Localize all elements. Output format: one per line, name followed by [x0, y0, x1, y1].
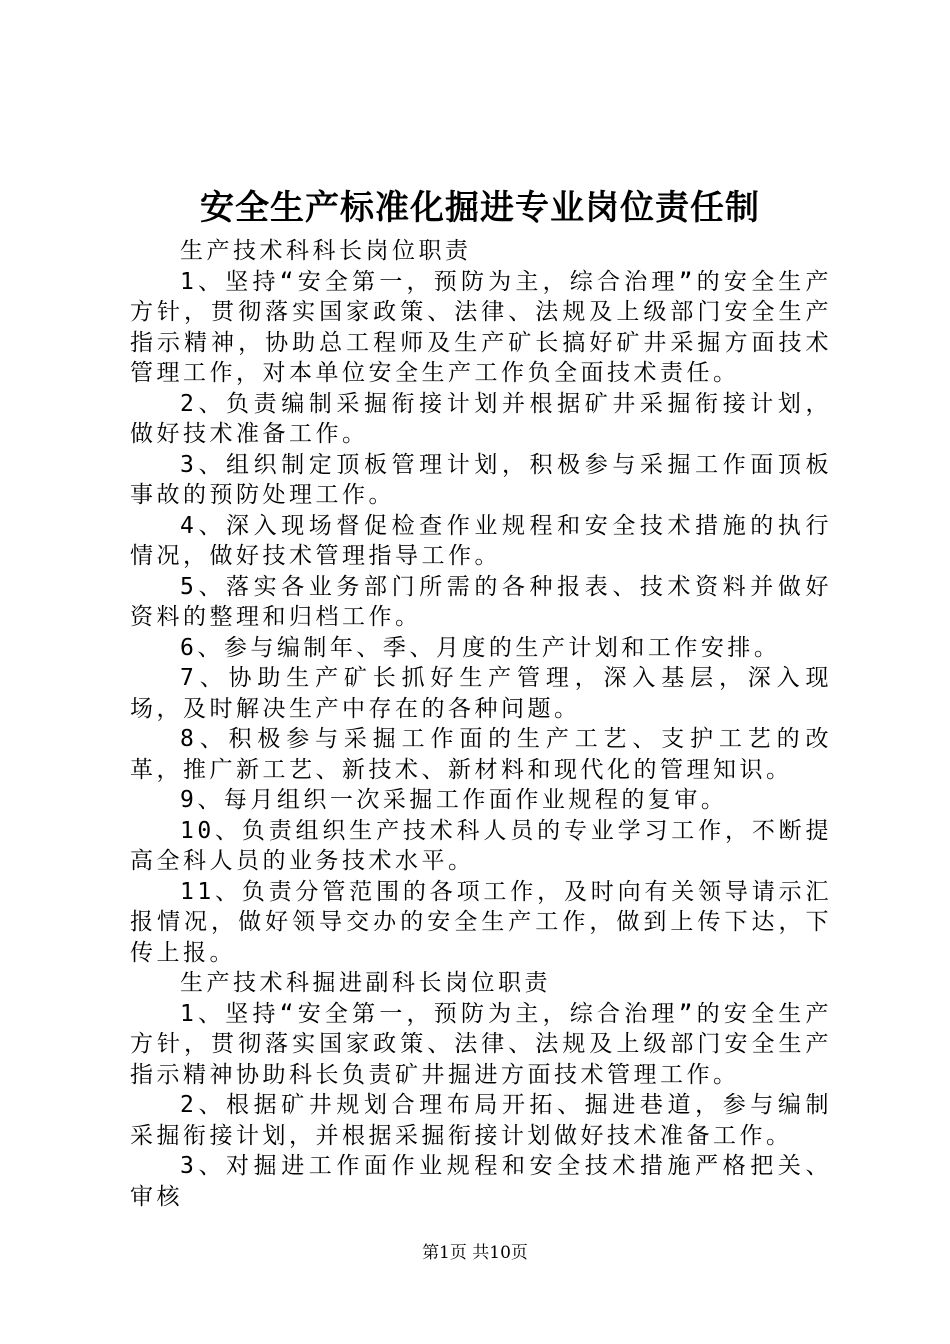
paragraph: 2、根据矿井规划合理布局开拓、掘进巷道，参与编制采掘衔接计划，并根据采掘衔接计划做好技术准备工作。 — [130, 1092, 832, 1149]
paragraph: 4、深入现场督促检查作业规程和安全技术措施的执行情况，做好技术管理指导工作。 — [130, 512, 832, 569]
section-heading: 生产技术科掘进副科长岗位职责 — [180, 970, 551, 996]
paragraph: 1、坚持“安全第一，预防为主，综合治理”的安全生产方针，贯彻落实国家政策、法律、法规及上级部门安全生产指示精神协助科长负责矿井掘进方面技术管理工作。 — [130, 1000, 832, 1088]
page-footer: 第1页 共10页 — [422, 1243, 528, 1263]
paragraph: 3、组织制定顶板管理计划，积极参与采掘工作面顶板事故的预防处理工作。 — [130, 451, 832, 508]
paragraph: 2、负责编制采掘衔接计划并根据矿井采掘衔接计划，做好技术准备工作。 — [130, 390, 832, 447]
document-title: 安全生产标准化掘进专业岗位责任制 — [200, 188, 760, 228]
paragraph: 6、参与编制年、季、月度的生产计划和工作安排。 — [180, 634, 781, 661]
paragraph: 5、落实各业务部门所需的各种报表、技术资料并做好资料的整理和归档工作。 — [130, 573, 832, 630]
paragraph: 8、积极参与采掘工作面的生产工艺、支护工艺的改革，推广新工艺、新技术、新材料和现代化的管理知识。 — [130, 726, 832, 783]
paragraph: 3、对掘进工作面作业规程和安全技术措施严格把关、审核 — [130, 1153, 832, 1210]
paragraph: 9、每月组织一次采掘工作面作业规程的复审。 — [180, 787, 728, 813]
paragraph: 10、负责组织生产技术科人员的专业学习工作，不断提高全科人员的业务技术水平。 — [130, 817, 832, 874]
paragraph: 1、坚持“安全第一，预防为主，综合治理”的安全生产方针，贯彻落实国家政策、法律、法规及上级部门安全生产指示精神，协助总工程师及生产矿长搞好矿井采掘方面技术管理工作，对本单位安全生产工作负全面技术责任。 — [130, 268, 832, 386]
section-heading: 生产技术科科长岗位职责 — [180, 238, 472, 264]
paragraph: 11、负责分管范围的各项工作，及时向有关领导请示汇报情况，做好领导交办的安全生产工作，做到上传下达，下传上报。 — [130, 878, 832, 966]
document-body — [130, 236, 832, 1212]
paragraph: 7、协助生产矿长抓好生产管理，深入基层，深入现场，及时解决生产中存在的各种问题。 — [130, 665, 832, 722]
